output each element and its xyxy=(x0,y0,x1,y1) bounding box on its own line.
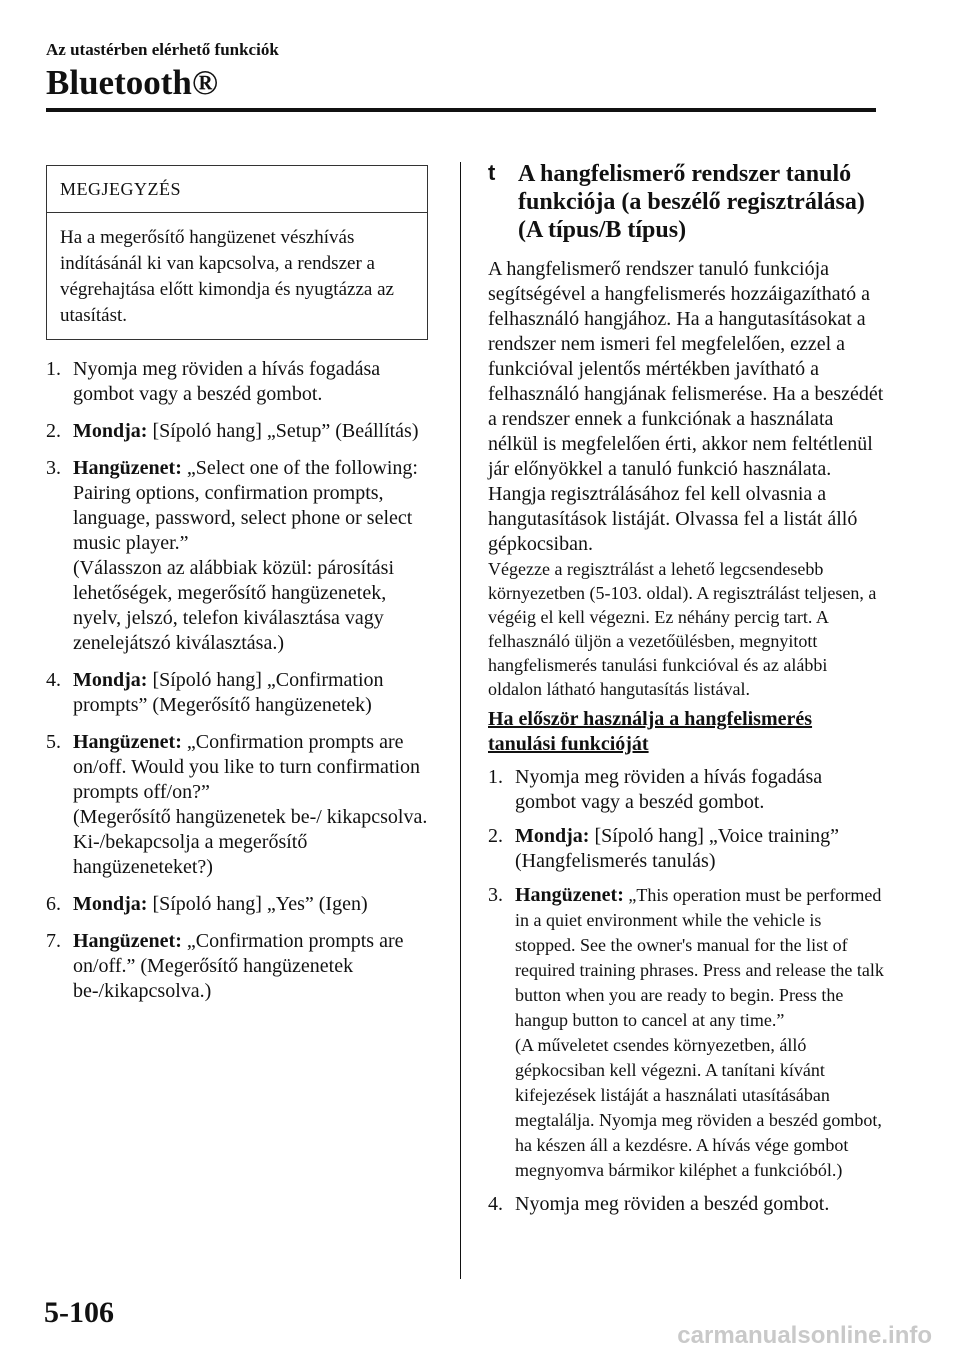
step-label: Hangüzenet: xyxy=(73,930,182,952)
list-item xyxy=(46,892,432,917)
list-item xyxy=(488,883,884,1183)
list-item xyxy=(46,357,432,407)
intro-paragraph: A hangfelismerő rendszer tanuló funkciója segítségével a hangfelismerés hozzáigazítható a felhasználó hangjához. Ha a hangutasításokat a rendszer nem ismeri fel megfelelően, ezzel a funkcióval jelentős mértékben javítható a felhasználó hangjának felismerése. Ha a beszédét a rendszer ennek a funkciónak a használata nélkül is megfelelően érti, akkor nem feltétlenül jár előnyökkel a tanuló funkció használata. Hangja regisztrálásához fel kell olvasnia a hangutasítások listáját. Olvassa fel a listát álló gépkocsiban. xyxy=(488,258,884,555)
list-item xyxy=(46,730,432,880)
note-title: MEGJEGYZÉS xyxy=(47,166,427,213)
step-text: Nyomja meg röviden a beszéd gombot. xyxy=(515,1193,830,1215)
step-text: Nyomja meg röviden a hívás fogadása gombot vagy a beszéd gombot. xyxy=(73,358,381,405)
instruction-paragraph: Végezze a regisztrálást a lehető legcsendesebb környezetben (5-103. oldal). A regisztrálást teljesen, a végéig el kell végezni. Ez néhány percig tart. A felhasználó üljön a vezetőülésben, megnyitott hangfelismerés tanulási funkcióval és az alábbi oldalon látható hangutasítás listával. xyxy=(488,559,877,699)
step-label: Hangüzenet: xyxy=(515,884,624,906)
step-number: 2. xyxy=(46,420,61,442)
step-label: Mondja: xyxy=(73,893,148,915)
section-kicker: Az utastérben elérhető funkciók xyxy=(46,40,279,59)
step-translation: (Megerősítő hangüzenetek be-/ kikapcsolva. Ki-/bekapcsolja a megerősítő hangüzeneteket?) xyxy=(73,806,428,878)
step-text: [Sípoló hang] „Setup” (Beállítás) xyxy=(147,420,419,442)
step-number: 1. xyxy=(46,358,61,380)
column-divider xyxy=(460,162,461,1279)
step-label: Mondja: xyxy=(515,825,590,847)
list-item xyxy=(488,824,884,874)
page-title: Bluetooth® xyxy=(46,63,218,102)
step-text: [Sípoló hang] „Voice training” (Hangfelismerés tanulás) xyxy=(515,825,840,872)
step-translation: (A műveletet csendes környezetben, álló gépkocsiban kell végezni. A tanítani kívánt kifejezések listáját a használati utasításában megtalálja. Nyomja meg röviden a beszéd gombot, ha készen áll a kezdésre. A hívás vége gombot megnyomva bármikor kiléphet a funkcióból.) xyxy=(515,1035,882,1180)
list-item xyxy=(46,419,432,444)
step-number: 1. xyxy=(488,766,503,788)
step-number: 4. xyxy=(488,1193,503,1215)
page-number: 5-106 xyxy=(44,1296,114,1329)
step-text: „Confirmation prompts are on/off.” (Megerősítő hangüzenetek be-/kikapcsolva.) xyxy=(73,930,404,1002)
step-text: „Confirmation prompts are on/off. Would you like to turn confirmation prompts off/on?” xyxy=(73,731,421,803)
step-text: [Sípoló hang] „Confirmation prompts” (Megerősítő hangüzenetek) xyxy=(73,669,384,716)
section-heading-block xyxy=(488,160,884,244)
step-number: 4. xyxy=(46,669,61,691)
list-item xyxy=(46,929,432,1004)
step-translation: (Válasszon az alábbiak közül: párosítási lehetőségek, megerősítő hangüzenetek, nyelv, jelszó, telefon kiválasztása vagy zenelejátszó kiválasztása.) xyxy=(73,557,394,654)
list-item xyxy=(46,456,432,656)
step-label: Mondja: xyxy=(73,420,148,442)
step-number: 7. xyxy=(46,930,61,952)
header-rule xyxy=(46,108,876,112)
list-item xyxy=(488,765,884,815)
note-box xyxy=(46,165,428,340)
step-text: „This operation must be performed in a quiet environment while the vehicle is stopped. See the owner's manual for the list of required training phrases. Press and release the talk button when you are ready to begin. Press the hangup button to cancel at any time.” xyxy=(515,885,884,1030)
step-number: 6. xyxy=(46,893,61,915)
list-item xyxy=(488,1192,884,1217)
section-marker-icon: t xyxy=(488,160,496,185)
step-number: 3. xyxy=(46,457,61,479)
left-steps-list xyxy=(46,357,432,1004)
step-text: „Select one of the following: Pairing options, confirmation prompts, language, password, select phone or select music player.” xyxy=(73,457,418,554)
right-column xyxy=(488,160,884,1226)
step-text: [Sípoló hang] „Yes” (Igen) xyxy=(147,893,368,915)
step-number: 5. xyxy=(46,731,61,753)
watermark: carmanualsonline.info xyxy=(677,1322,932,1349)
step-label: Hangüzenet: xyxy=(73,457,182,479)
step-text: Nyomja meg röviden a hívás fogadása gombot vagy a beszéd gombot. xyxy=(515,766,823,813)
note-body: Ha a megerősítő hangüzenet vészhívás indításánál ki van kapcsolva, a rendszer a végrehajtása előtt kimondja és nyugtázza az utasítást. xyxy=(60,227,394,326)
list-item xyxy=(46,668,432,718)
step-number: 3. xyxy=(488,884,503,906)
subheading: Ha először használja a hangfelismerés tanulási funkcióját xyxy=(488,708,813,755)
step-label: Hangüzenet: xyxy=(73,731,182,753)
step-label: Mondja: xyxy=(73,669,148,691)
left-column xyxy=(46,165,432,1016)
step-number: 2. xyxy=(488,825,503,847)
section-heading: A hangfelismerő rendszer tanuló funkciója (a beszélő regisztrálása) (A típus/B típus) xyxy=(518,161,865,243)
right-steps-list xyxy=(488,765,884,1217)
